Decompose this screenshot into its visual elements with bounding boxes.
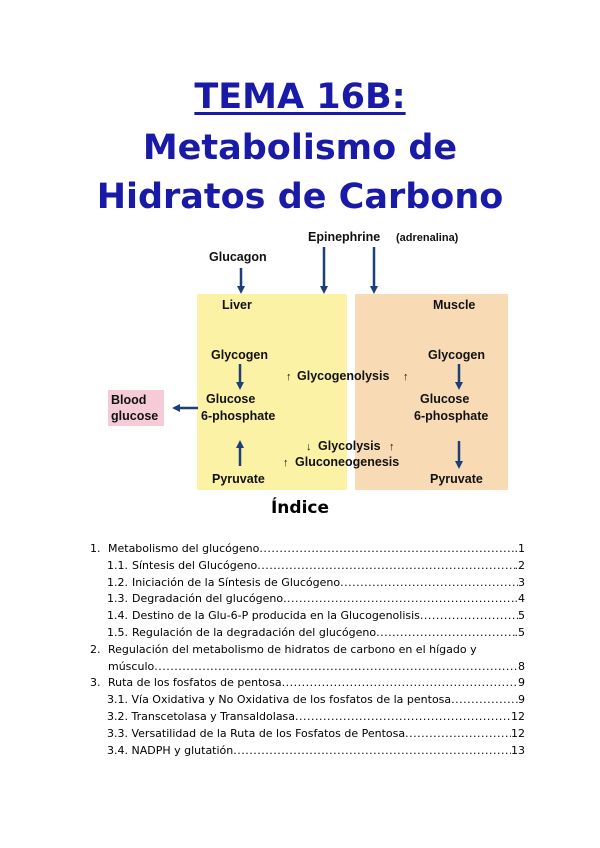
down-arrow-glycolysis: ↓ — [306, 441, 312, 453]
blood-label-1: Blood — [111, 393, 147, 407]
toc-entry-2-cont[interactable]: músculo ..... 8 — [90, 659, 525, 676]
toc-entry-3-2[interactable]: 3.2. Transcetolasa y Transaldolasa ..... 12 — [90, 709, 525, 726]
muscle-glycogen-label: Glycogen — [428, 348, 485, 362]
toc-entry-1-4[interactable]: 1.4. Destino de la Glu-6-P producida en la Glucogenolisis ..... 5 — [90, 608, 525, 625]
index-heading: Índice — [270, 498, 330, 518]
toc-entry-2[interactable]: 2. Regulación del metabolismo de hidratos de carbono en el hígado y — [90, 642, 477, 656]
up-arrow-gluconeogenesis: ↑ — [283, 457, 289, 469]
toc-entry-1-1[interactable]: 1.1. Síntesis del Glucógeno ..... .2 — [90, 558, 525, 575]
up-arrow-glycolysis: ↑ — [389, 441, 395, 453]
liver-g6p-label: 6-phosphate — [201, 409, 276, 423]
liver-label: Liver — [222, 298, 252, 312]
toc-entry-1[interactable]: 1. Metabolismo del glucógeno ..... .1 — [90, 541, 525, 558]
muscle-pyruvate-label: Pyruvate — [430, 472, 483, 486]
glycolysis-label: Glycolysis — [318, 439, 381, 453]
glucagon-label: Glucagon — [209, 250, 267, 264]
toc-entry-1-2[interactable]: 1.2. Iniciación de la Síntesis de Glucógeno ..... 3 — [90, 575, 525, 592]
muscle-g6p-label: 6-phosphate — [414, 409, 489, 423]
up-arrow-2: ↑ — [403, 371, 409, 383]
title-line-1: TEMA 16B: — [194, 77, 406, 117]
liver-glycogen-label: Glycogen — [211, 348, 268, 362]
toc-entry-3-3[interactable]: 3.3. Versatilidad de la Ruta de los Fosfatos de Pentosa ..... 12 — [90, 726, 525, 743]
muscle-label: Muscle — [433, 298, 476, 312]
muscle-glucose-label: Glucose — [420, 392, 470, 406]
toc-entry-3-1[interactable]: 3.1. Vía Oxidativa y No Oxidativa de los fosfatos de la pentosa ..... 9 — [90, 692, 525, 709]
toc-entry-1-3[interactable]: 1.3. Degradación del glucógeno ..... ..4 — [90, 591, 525, 608]
liver-glucose-label: Glucose — [206, 392, 256, 406]
title-line-2: Metabolismo de — [142, 128, 458, 168]
glycogenolysis-label: Glycogenolysis — [297, 369, 390, 383]
gluconeogenesis-label: Gluconeogenesis — [295, 455, 400, 469]
toc-entry-3-4[interactable]: 3.4. NADPH y glutatión ..... 13 — [90, 743, 525, 760]
toc-entry-3[interactable]: 3. Ruta de los fosfatos de pentosa ..... 9 — [90, 675, 525, 692]
table-of-contents — [90, 541, 525, 759]
adrenalina-label: (adrenalina) — [396, 232, 459, 244]
blood-label-2: glucose — [111, 409, 159, 423]
toc-entry-1-5[interactable]: 1.5. Regulación de la degradación del glucógeno ..... .5 — [90, 625, 525, 642]
title-line-3: Hidratos de Carbono — [96, 177, 504, 217]
up-arrow-1: ↑ — [286, 371, 292, 383]
epinephrine-label: Epinephrine — [308, 230, 381, 244]
liver-pyruvate-label: Pyruvate — [212, 472, 265, 486]
